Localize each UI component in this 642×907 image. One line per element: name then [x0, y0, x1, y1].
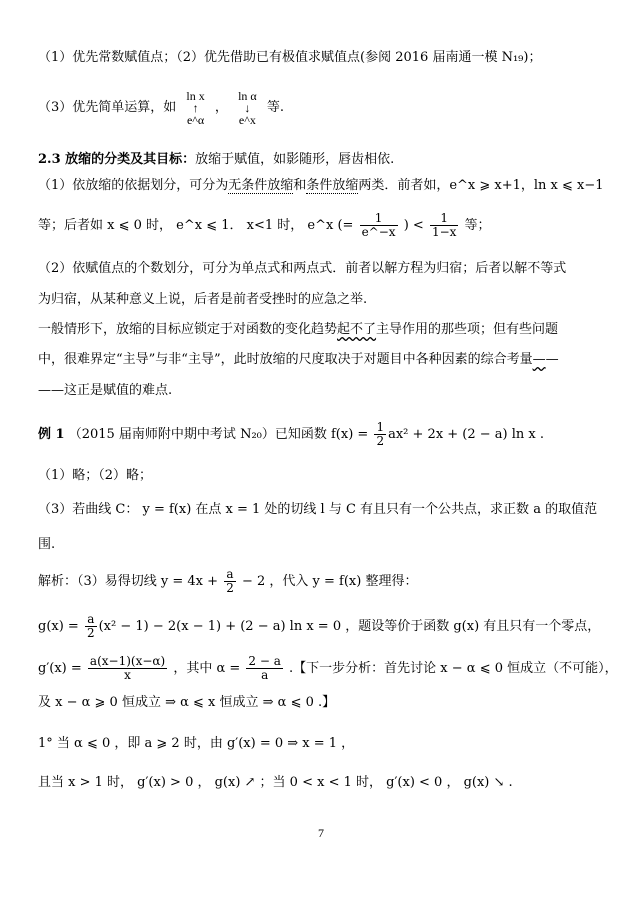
- text-segment: （1）依放缩的依据划分，可分为: [38, 178, 229, 193]
- example-label: 例 1: [38, 427, 65, 442]
- section-subtitle: 放缩于赋值，如影随形，唇齿相依.: [195, 152, 395, 167]
- text-segment: ) <: [403, 218, 424, 233]
- text-segment: 等.: [266, 100, 284, 115]
- down-arrow-icon: ↓: [244, 100, 251, 115]
- wavy-underline-term: 起不了: [337, 322, 377, 337]
- solution-line-2: [38, 612, 606, 642]
- mapping-ln-alpha-to-e-x: [238, 90, 257, 126]
- stack-top: ln α: [238, 88, 257, 103]
- mapping-lnx-to-e-alpha: [186, 90, 204, 126]
- text-segment: (x² − 1) − 2(x − 1) + (2 − a) ln x = 0 ，题设等价于函数 g(x) 有且只有一个零点，: [98, 619, 601, 634]
- text-segment: （3）优先简单运算，如: [38, 100, 177, 115]
- text-segment: .【下一步分析：首先讨论 x − α ⩽ 0 恒成立（不可能），: [289, 661, 618, 676]
- fraction: [360, 212, 398, 239]
- numerator: 1: [360, 212, 398, 226]
- numerator: a: [224, 568, 236, 582]
- text-segment: 两类．前者如，e^x ⩾ x+1，ln x ⩽ x−1: [358, 178, 604, 193]
- numerator: 1: [430, 212, 458, 226]
- numerator: 2 − a: [248, 654, 281, 668]
- classification-line-1: [38, 176, 606, 196]
- wavy-underline-term: —: [532, 352, 546, 367]
- example-1-statement: [38, 420, 606, 450]
- simple-operation-line: [38, 88, 606, 128]
- stack-bottom: e^x: [238, 112, 256, 127]
- denominator: 2: [86, 626, 95, 640]
- separator: ，: [214, 100, 228, 115]
- denominator: 2: [226, 581, 234, 595]
- numerator: a(x−1)(x−α): [89, 654, 166, 668]
- example-part-3-line-1: （3）若曲线 C： y = f(x) 在点 x = 1 处的切线 l 与 C 有且只有一个公共点，求正数 a 的取值范: [38, 502, 598, 517]
- text-segment: − 2 ，代入 y = f(x) 整理得：: [241, 574, 418, 589]
- stack-top: ln x: [186, 88, 205, 103]
- solution-case-1-line-1: 1° 当 α ⩽ 0 ，即 a ⩾ 2 时，由 g′(x) = 0 ⇒ x = 1 ，: [38, 736, 355, 751]
- text-segment: 和: [293, 178, 307, 193]
- classification-line-3: （2）依赋值点的个数划分，可分为单点式和两点式．前者以解方程为归宿；后者以解不等式: [38, 261, 567, 276]
- general-case-line-2: [38, 350, 606, 370]
- text-segment: g(x) =: [38, 619, 79, 634]
- text-segment: ，其中 α =: [173, 661, 241, 676]
- denominator: e^−x: [361, 225, 396, 239]
- fraction: [88, 655, 167, 682]
- text-segment: 解析：（3）易得切线 y = 4x +: [38, 574, 219, 589]
- text-segment: 中，很难界定“主导”与非“主导”，此时放缩的尺度取决于对题目中各种因素的综合考量: [38, 352, 533, 367]
- solution-case-1-line-2: 且当 x > 1 时， g′(x) > 0 ， g(x) ↗ ；当 0 < x < 1 时， g′(x) < 0 ， g(x) ↘ .: [38, 775, 513, 790]
- fraction: [224, 568, 236, 595]
- classification-line-2: [38, 210, 606, 242]
- general-case-line-3: ——这正是赋值的难点.: [38, 383, 173, 398]
- example-part-3-line-2: 围.: [38, 537, 56, 552]
- solution-line-4: 及 x − α ⩾ 0 恒成立 ⇒ α ⩽ x 恒成立 ⇒ α ⩽ 0 .】: [38, 695, 336, 710]
- text-segment: 等；后者如 x ⩽ 0 时， e^x ⩽ 1． x<1 时， e^x (=: [38, 218, 354, 233]
- example-parts-1-2: （1）略；（2）略；: [38, 468, 153, 483]
- solution-line-1: [38, 567, 606, 597]
- section-title: 2.3 放缩的分类及其目标：: [38, 152, 196, 167]
- fraction: [374, 421, 386, 448]
- general-case-line-1: [38, 320, 606, 340]
- section-2-3-heading: [38, 150, 606, 170]
- denominator: 2: [376, 434, 385, 448]
- assignment-methods-line: （1）优先常数赋值点；（2）优先借助已有极值求赋值点(参阅 2016 届南通一模 N₁₉)；: [38, 50, 542, 65]
- text-segment: 一般情形下，放缩的目标应锁定于对函数的变化趋势: [38, 322, 338, 337]
- dotted-underline-term: 无条件放缩: [228, 178, 294, 193]
- text-segment: ax² + 2x + (2 − a) ln x .: [388, 427, 545, 442]
- text-segment: —: [545, 352, 559, 367]
- text-segment: g′(x) =: [38, 661, 82, 676]
- numerator: a: [85, 613, 97, 627]
- denominator: 1−x: [431, 225, 457, 239]
- classification-line-4: 为归宿，从某种意义上说，后者是前者受挫时的应急之举.: [38, 292, 368, 307]
- text-segment: 等；: [464, 218, 491, 233]
- text-segment: 主导作用的那些项；但有些问题: [376, 322, 559, 337]
- fraction: [85, 613, 97, 640]
- text-segment: （2015 届南师附中期中考试 N₂₀）已知函数 f(x) =: [68, 427, 369, 442]
- stack-bottom: e^α: [186, 112, 205, 127]
- page-number: 7: [318, 826, 324, 840]
- fraction: [430, 212, 458, 239]
- numerator: 1: [376, 420, 385, 434]
- denominator: x: [124, 668, 131, 682]
- up-arrow-icon: ↑: [192, 100, 199, 115]
- dotted-underline-term: 条件放缩: [306, 178, 359, 193]
- denominator: a: [261, 668, 269, 682]
- fraction: [246, 655, 282, 682]
- solution-line-3: [38, 654, 618, 684]
